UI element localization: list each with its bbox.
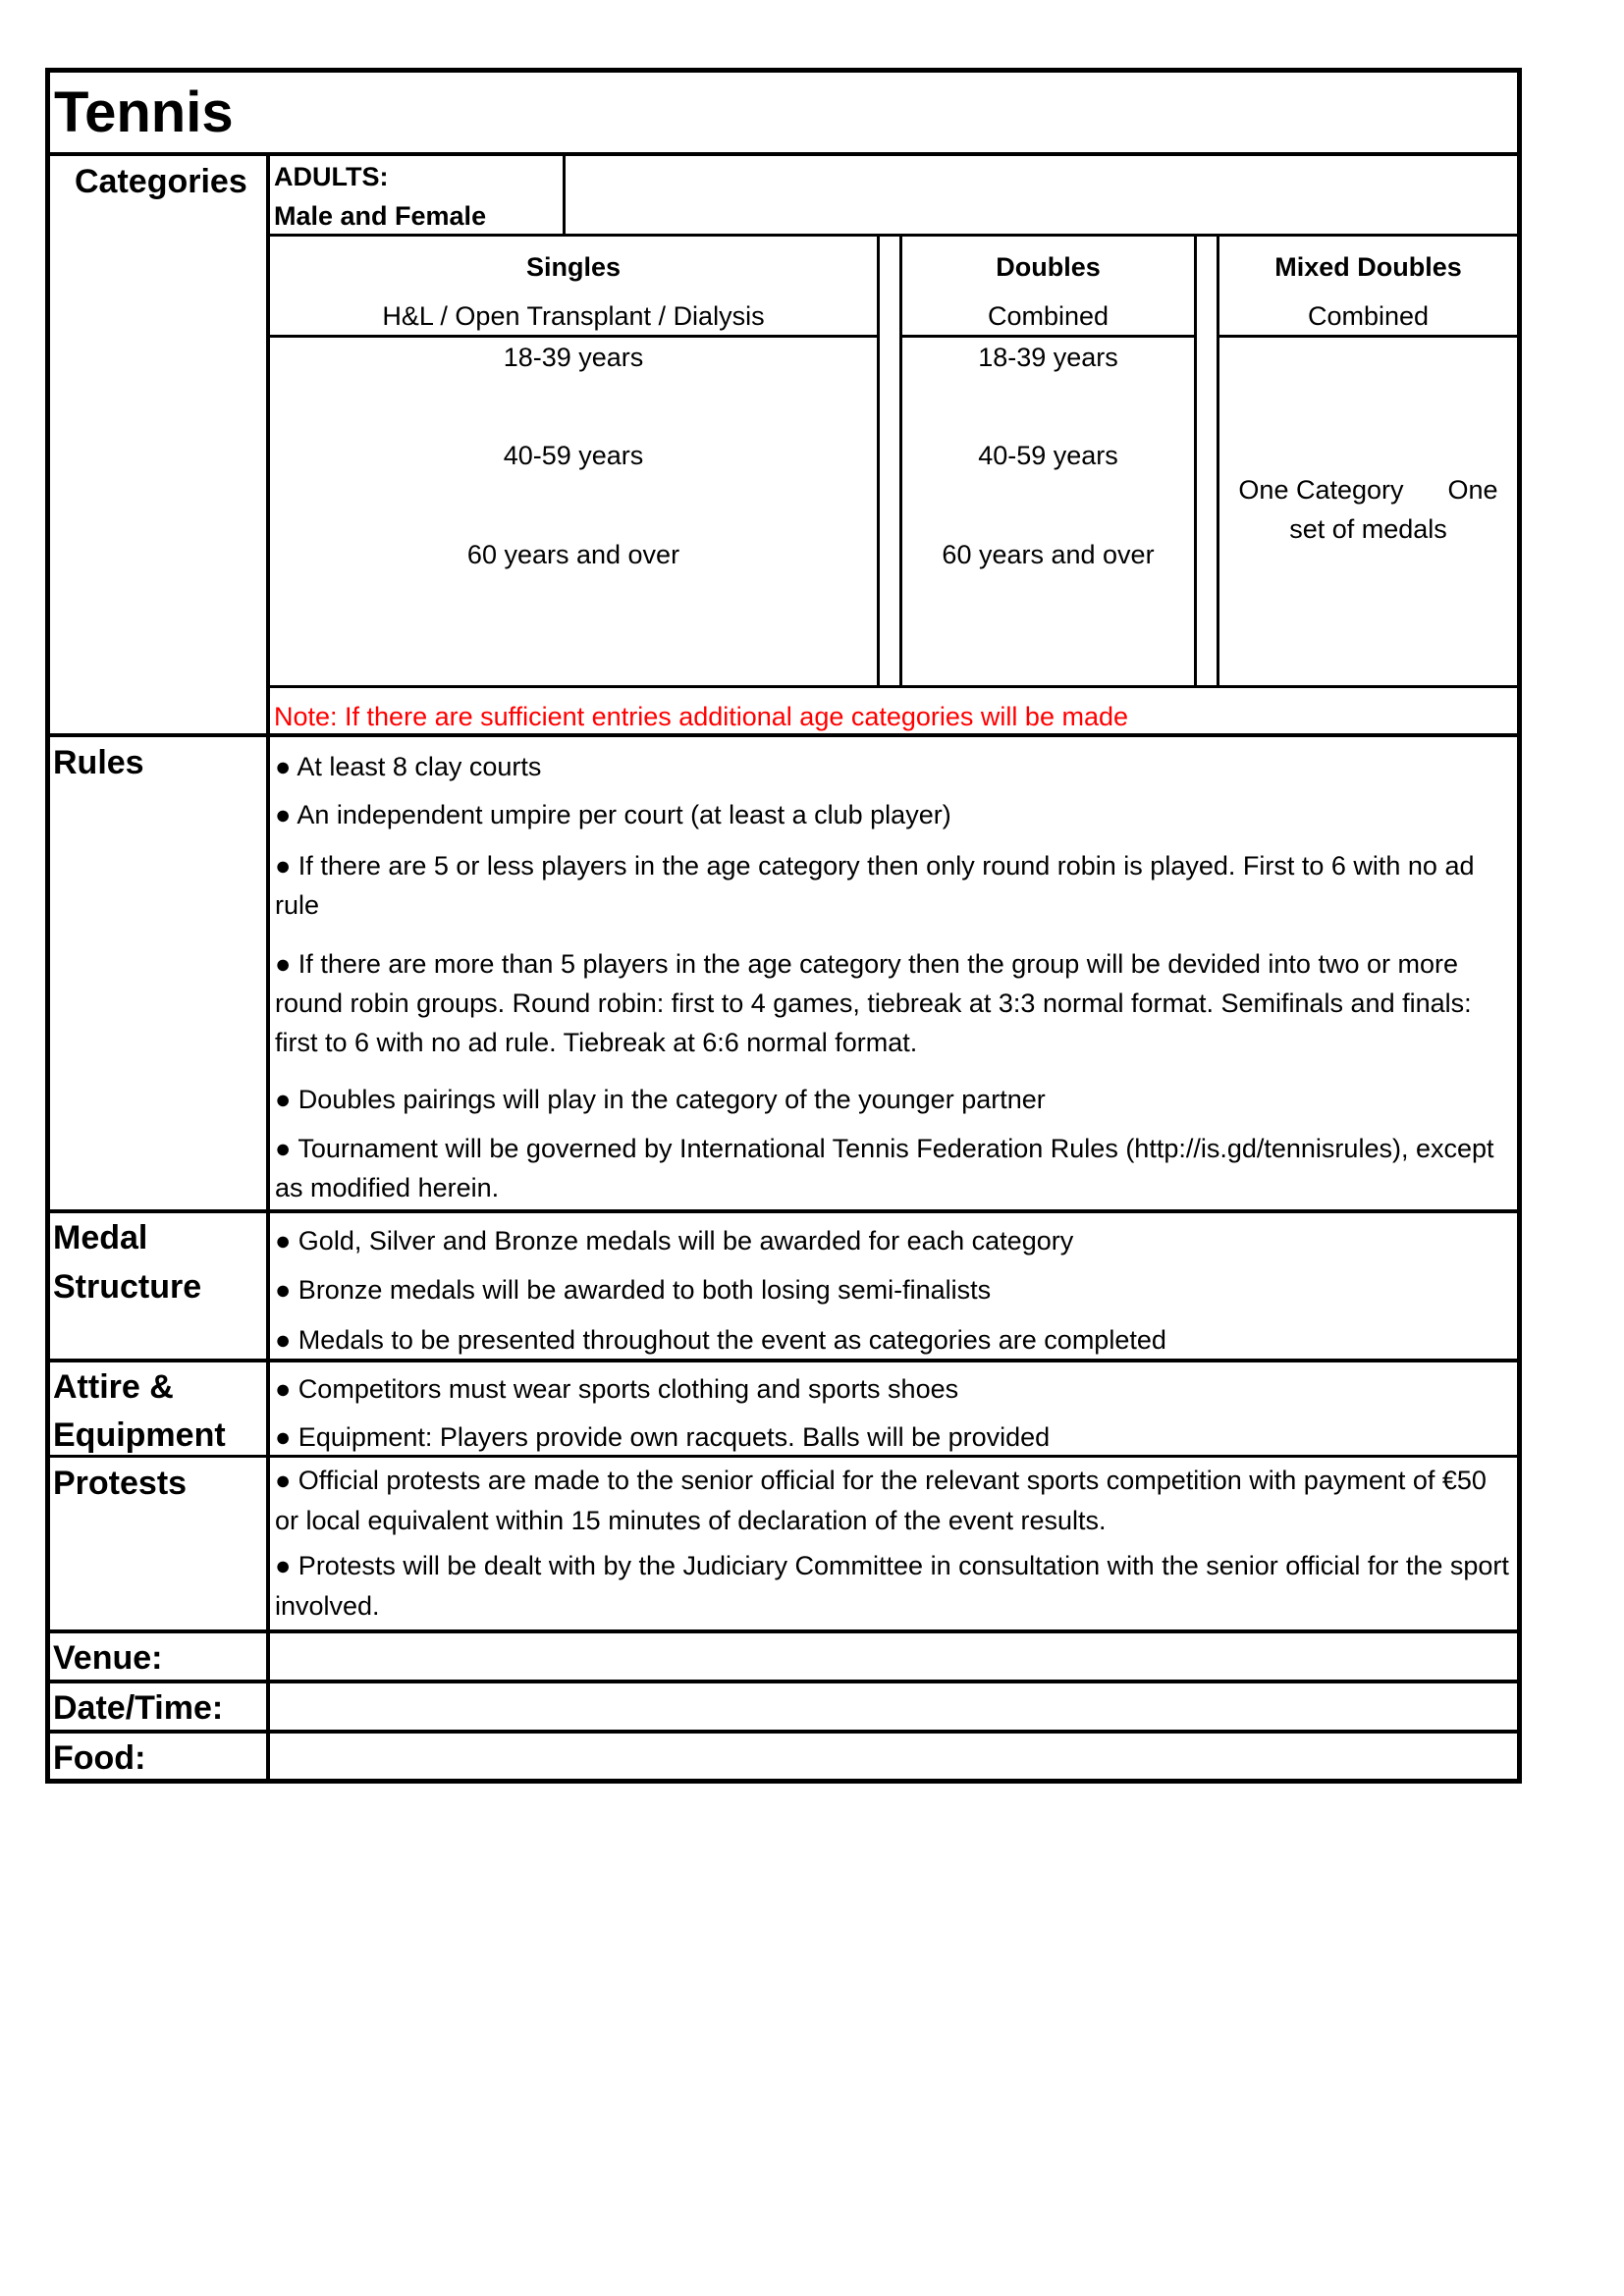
divider bbox=[45, 1629, 1522, 1633]
singles-age-1: 18-39 years bbox=[503, 343, 644, 372]
rule-item: ● Doubles pairings will play in the category of the younger partner bbox=[275, 1085, 1046, 1114]
doubles-heading: Doubles bbox=[996, 252, 1101, 282]
medal-structure-label-line1: Medal bbox=[53, 1219, 148, 1256]
divider bbox=[563, 154, 566, 236]
medal-structure-label-line2: Structure bbox=[53, 1268, 202, 1306]
medal-item: ● Gold, Silver and Bronze medals will be awarded for each category bbox=[275, 1226, 1074, 1255]
divider bbox=[45, 1730, 1522, 1734]
group-heading-line1: ADULTS: bbox=[274, 162, 389, 191]
categories-label: Categories bbox=[75, 163, 247, 200]
divider bbox=[45, 1209, 1522, 1213]
medal-item: ● Medals to be presented throughout the event as categories are completed bbox=[275, 1325, 1166, 1355]
singles-age-2: 40-59 years bbox=[503, 441, 644, 470]
mixed-doubles-heading: Mixed Doubles bbox=[1274, 252, 1462, 282]
venue-label: Venue: bbox=[53, 1639, 163, 1677]
medal-item: ● Bronze medals will be awarded to both losing semi-finalists bbox=[275, 1275, 992, 1305]
protests-label: Protests bbox=[53, 1465, 188, 1502]
rule-item: ● An independent umpire per court (at least a club player) bbox=[275, 800, 951, 829]
divider bbox=[268, 685, 1522, 688]
rule-item: ● Tournament will be governed by International Tennis Federation Rules (http://is.gd/tennisrules), except as modified herein. bbox=[275, 1134, 1494, 1202]
page-title: Tennis bbox=[54, 80, 234, 144]
attire-label-line2: Equipment bbox=[53, 1416, 226, 1454]
doubles-age-1: 18-39 years bbox=[978, 343, 1118, 372]
label-column-divider bbox=[266, 154, 270, 1784]
rule-item: ● If there are more than 5 players in the age category then the group will be devided into two or more round robin groups. Round robin: first to 4 games, tiebreak at 3:3 normal format. Semifinals and finals: first to 6 with no ad rule. Tiebreak at 6:6 normal format. bbox=[275, 949, 1472, 1057]
mixed-doubles-note-line1: One Category One bbox=[1238, 475, 1498, 505]
mixed-doubles-note-line2: set of medals bbox=[1289, 514, 1447, 544]
singles-subtitle: H&L / Open Transplant / Dialysis bbox=[382, 301, 765, 331]
doubles-subtitle: Combined bbox=[987, 301, 1110, 331]
date-time-label: Date/Time: bbox=[53, 1689, 224, 1727]
divider bbox=[877, 236, 880, 687]
mixed-doubles-subtitle: Combined bbox=[1307, 301, 1430, 331]
attire-item: ● Competitors must wear sports clothing and sports shoes bbox=[275, 1374, 959, 1404]
singles-heading: Singles bbox=[525, 252, 622, 282]
attire-item: ● Equipment: Players provide own racquets. Balls will be provided bbox=[275, 1422, 1051, 1452]
categories-note: Note: If there are sufficient entries additional age categories will be made bbox=[274, 702, 1128, 731]
singles-age-3: 60 years and over bbox=[466, 540, 680, 569]
food-label: Food: bbox=[53, 1739, 146, 1777]
divider bbox=[268, 234, 1522, 237]
divider bbox=[45, 733, 1522, 737]
divider bbox=[45, 1359, 1522, 1362]
protest-item: ● Official protests are made to the senior official for the relevant sports competition with payment of €50 or local equivalent within 15 minutes of declaration of the event results. bbox=[275, 1466, 1487, 1535]
rule-item: ● If there are 5 or less players in the age category then only round robin is played. First to 6 with no ad rule bbox=[275, 851, 1475, 920]
doubles-age-3: 60 years and over bbox=[942, 540, 1155, 569]
attire-label-line1: Attire & bbox=[53, 1368, 174, 1406]
protest-item: ● Protests will be dealt with by the Judiciary Committee in consultation with the senior official for the sport involved. bbox=[275, 1551, 1509, 1621]
doubles-age-2: 40-59 years bbox=[978, 441, 1118, 470]
group-heading-line2: Male and Female bbox=[274, 201, 487, 231]
rule-item: ● At least 8 clay courts bbox=[275, 752, 542, 781]
divider bbox=[45, 1455, 1522, 1458]
divider bbox=[45, 1680, 1522, 1683]
rules-label: Rules bbox=[53, 744, 144, 781]
divider bbox=[1194, 236, 1197, 687]
